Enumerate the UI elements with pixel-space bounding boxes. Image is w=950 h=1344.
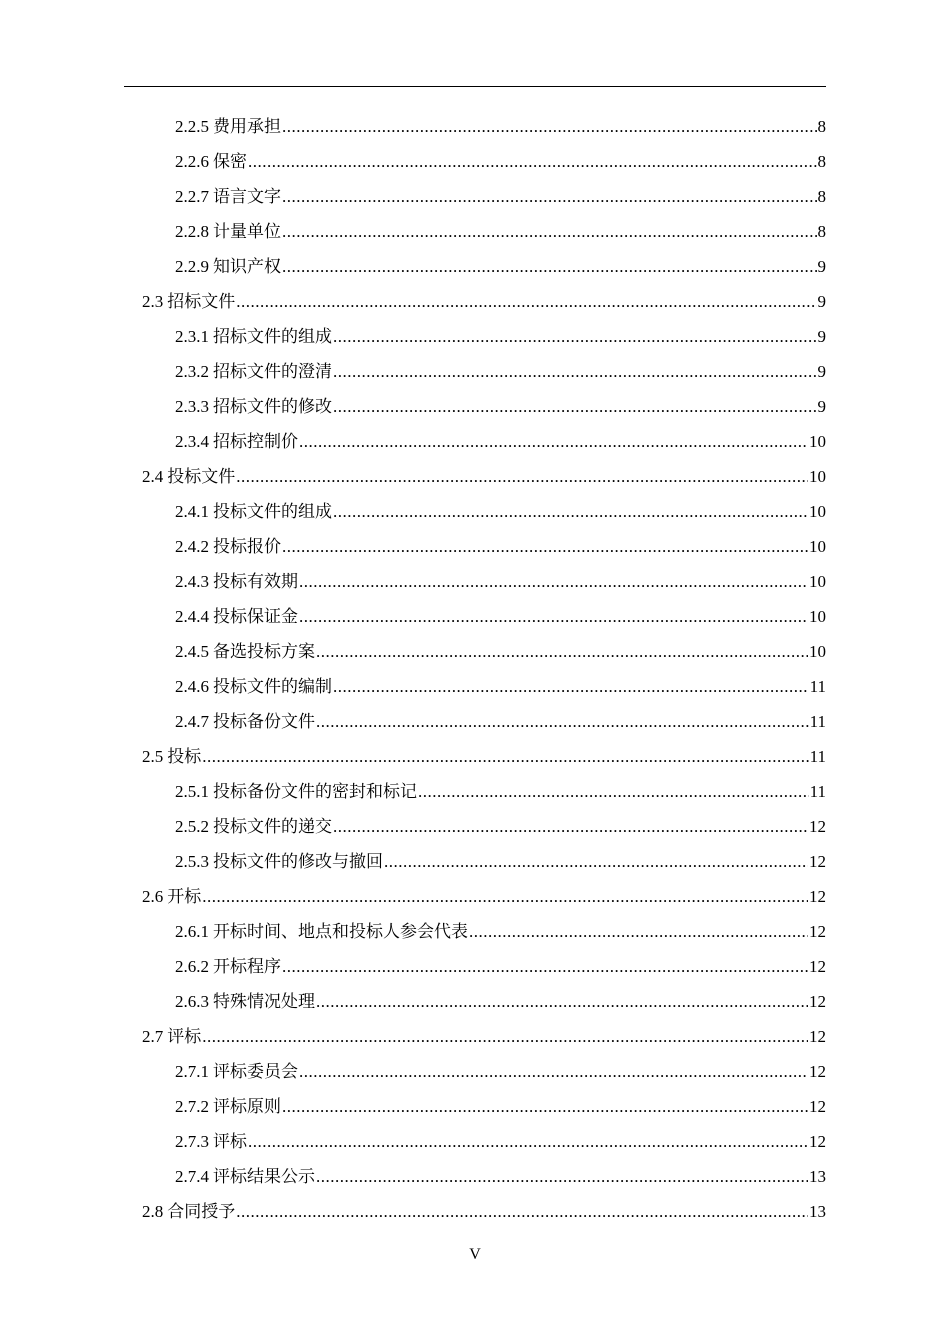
- toc-dot-leader: [333, 499, 808, 525]
- toc-entry[interactable]: [175, 534, 826, 560]
- toc-entry-number: 2.7.4: [175, 1167, 209, 1186]
- toc-entry-number: 2.5.1: [175, 782, 209, 801]
- toc-entry-number: 2.4.2: [175, 537, 209, 556]
- toc-entry-number: 2.4.3: [175, 572, 209, 591]
- toc-entry-title: 投标保证金: [213, 607, 298, 626]
- toc-entry-page: 12: [809, 887, 826, 906]
- toc-entry[interactable]: [175, 254, 826, 280]
- toc-entry-title: 开标程序: [213, 957, 281, 976]
- toc-entry[interactable]: [175, 499, 826, 525]
- toc-dot-leader: [282, 1094, 808, 1120]
- toc-entry-title: 评标原则: [213, 1097, 281, 1116]
- toc-entry-title: 保密: [213, 152, 247, 171]
- toc-entry-number: 2.2.6: [175, 152, 209, 171]
- toc-entry[interactable]: [142, 289, 826, 315]
- toc-dot-leader: [202, 744, 808, 770]
- toc-entry-title: 投标备份文件的密封和标记: [213, 782, 417, 801]
- toc-entry[interactable]: [175, 639, 826, 665]
- toc-entry-page: 11: [809, 712, 826, 731]
- toc-entry-number: 2.4.1: [175, 502, 209, 521]
- toc-entry[interactable]: [175, 989, 826, 1015]
- toc-entry-title: 招标文件: [167, 292, 236, 311]
- toc-entry-page: 9: [817, 327, 826, 346]
- toc-dot-leader: [282, 954, 808, 980]
- toc-entry-title: 招标控制价: [213, 432, 298, 451]
- toc-entry-title: 投标备份文件: [213, 712, 315, 731]
- toc-entry-page: 12: [809, 1097, 826, 1116]
- toc-dot-leader: [384, 849, 808, 875]
- toc-entry-number: 2.2.5: [175, 117, 209, 136]
- toc-entry-page: 13: [809, 1202, 826, 1221]
- toc-entry[interactable]: [175, 149, 826, 175]
- toc-entry[interactable]: [142, 464, 826, 490]
- toc-entry-number: 2.7: [142, 1027, 164, 1046]
- toc-entry-number: 2.4.4: [175, 607, 209, 626]
- toc-dot-leader: [316, 639, 808, 665]
- toc-entry-page: 8: [817, 222, 826, 241]
- toc-entry-page: 13: [809, 1167, 826, 1186]
- toc-entry-title: 费用承担: [213, 117, 281, 136]
- toc-entry-number: 2.5: [142, 747, 164, 766]
- toc-entry[interactable]: [175, 674, 826, 700]
- toc-entry-number: 2.6.2: [175, 957, 209, 976]
- toc-entry-page: 9: [817, 257, 826, 276]
- toc-entry-page: 10: [809, 502, 826, 521]
- toc-entry-number: 2.3.1: [175, 327, 209, 346]
- toc-dot-leader: [333, 359, 817, 385]
- toc-entry-number: 2.4.6: [175, 677, 209, 696]
- toc-entry-title: 招标文件的修改: [213, 397, 332, 416]
- toc-dot-leader: [418, 779, 809, 805]
- toc-entry-number: 2.4.5: [175, 642, 209, 661]
- toc-dot-leader: [282, 184, 817, 210]
- toc-entry-number: 2.5.3: [175, 852, 209, 871]
- toc-entry[interactable]: [175, 814, 826, 840]
- toc-entry-title: 语言文字: [213, 187, 281, 206]
- toc-dot-leader: [282, 114, 817, 140]
- toc-entry[interactable]: [175, 429, 826, 455]
- toc-dot-leader: [236, 464, 808, 490]
- toc-dot-leader: [248, 149, 817, 175]
- toc-entry-title: 开标时间、地点和投标人参会代表: [213, 922, 468, 941]
- toc-entry-number: 2.7.1: [175, 1062, 209, 1081]
- toc-entry-page: 8: [817, 187, 826, 206]
- toc-dot-leader: [202, 884, 808, 910]
- toc-entry[interactable]: [142, 884, 826, 910]
- toc-entry[interactable]: [175, 779, 826, 805]
- toc-entry-title: 投标: [167, 747, 202, 766]
- toc-entry[interactable]: [142, 744, 826, 770]
- toc-entry-number: 2.6: [142, 887, 164, 906]
- toc-entry-page: 12: [809, 957, 826, 976]
- toc-entry-number: 2.4.7: [175, 712, 209, 731]
- toc-dot-leader: [299, 1059, 808, 1085]
- toc-entry-page: 10: [809, 572, 826, 591]
- toc-entry-number: 2.3.3: [175, 397, 209, 416]
- toc-entry-title: 评标: [213, 1132, 247, 1151]
- toc-entry-number: 2.8: [142, 1202, 164, 1221]
- toc-entry-page: 12: [809, 852, 826, 871]
- toc-entry-page: 8: [817, 117, 826, 136]
- toc-dot-leader: [333, 814, 808, 840]
- toc-entry-page: 9: [817, 292, 826, 311]
- toc-entry-page: 11: [809, 782, 826, 801]
- toc-entry[interactable]: [175, 1059, 826, 1085]
- toc-entry[interactable]: [175, 324, 826, 350]
- toc-dot-leader: [282, 254, 817, 280]
- toc-dot-leader: [299, 429, 808, 455]
- toc-entry[interactable]: [142, 1024, 826, 1050]
- toc-dot-leader: [236, 1199, 808, 1225]
- toc-entry-number: 2.3.2: [175, 362, 209, 381]
- toc-entry[interactable]: [175, 954, 826, 980]
- toc-entry-page: 10: [809, 432, 826, 451]
- toc-entry-page: 12: [809, 1027, 826, 1046]
- toc-dot-leader: [282, 534, 808, 560]
- toc-entry[interactable]: [175, 604, 826, 630]
- toc-entry[interactable]: [175, 1129, 826, 1155]
- toc-entry[interactable]: [175, 849, 826, 875]
- toc-entry[interactable]: [175, 919, 826, 945]
- toc-dot-leader: [469, 919, 808, 945]
- toc-entry-page: 11: [809, 677, 826, 696]
- toc-entry-page: 12: [809, 1062, 826, 1081]
- toc-entry-title: 评标: [167, 1027, 202, 1046]
- toc-dot-leader: [333, 394, 817, 420]
- toc-dot-leader: [316, 1164, 808, 1190]
- toc-entry-number: 2.3: [142, 292, 164, 311]
- toc-entry-page: 9: [817, 397, 826, 416]
- toc-entry[interactable]: [175, 114, 826, 140]
- toc-entry-title: 计量单位: [213, 222, 281, 241]
- toc-entry-number: 2.4: [142, 467, 164, 486]
- toc-dot-leader: [333, 324, 817, 350]
- toc-entry-page: 9: [817, 362, 826, 381]
- toc-entry-number: 2.2.8: [175, 222, 209, 241]
- toc-entry-number: 2.2.9: [175, 257, 209, 276]
- toc-entry-page: 8: [817, 152, 826, 171]
- toc-dot-leader: [236, 289, 816, 315]
- toc-entry-page: 12: [809, 1132, 826, 1151]
- toc-dot-leader: [202, 1024, 808, 1050]
- toc-entry-number: 2.3.4: [175, 432, 209, 451]
- toc-entry-page: 12: [809, 817, 826, 836]
- toc-entry[interactable]: [142, 1199, 826, 1225]
- toc-entry-number: 2.7.3: [175, 1132, 209, 1151]
- header-rule: [124, 86, 826, 87]
- toc-entry-number: 2.2.7: [175, 187, 209, 206]
- toc-entry-title: 招标文件的澄清: [213, 362, 332, 381]
- toc-entry[interactable]: [175, 709, 826, 735]
- toc-dot-leader: [316, 989, 808, 1015]
- toc-entry[interactable]: [175, 1094, 826, 1120]
- toc-entry[interactable]: [175, 1164, 826, 1190]
- toc-entry-title: 特殊情况处理: [213, 992, 315, 1011]
- toc-entry-number: 2.7.2: [175, 1097, 209, 1116]
- toc-dot-leader: [299, 569, 808, 595]
- toc-entry-page: 10: [809, 537, 826, 556]
- toc-entry-page: 10: [809, 607, 826, 626]
- toc-entry-page: 10: [809, 467, 826, 486]
- toc-entry-number: 2.6.1: [175, 922, 209, 941]
- toc-entry-title: 投标文件的组成: [213, 502, 332, 521]
- toc-dot-leader: [299, 604, 808, 630]
- toc-entry-title: 招标文件的组成: [213, 327, 332, 346]
- toc-entry-title: 合同授予: [167, 1202, 236, 1221]
- toc-entry-title: 投标文件的递交: [213, 817, 332, 836]
- toc-entry-title: 投标文件: [167, 467, 236, 486]
- toc-entry-page: 12: [809, 922, 826, 941]
- toc-entry-title: 投标文件的编制: [213, 677, 332, 696]
- toc-entry-page: 12: [809, 992, 826, 1011]
- toc-entry-page: 11: [809, 747, 826, 766]
- toc-entry-title: 评标结果公示: [213, 1167, 315, 1186]
- toc-entry-number: 2.6.3: [175, 992, 209, 1011]
- toc-entry[interactable]: [175, 359, 826, 385]
- toc-entry-title: 评标委员会: [213, 1062, 298, 1081]
- toc-entry[interactable]: [175, 394, 826, 420]
- toc-entry[interactable]: [175, 569, 826, 595]
- toc-entry-page: 10: [809, 642, 826, 661]
- toc-entry[interactable]: [175, 184, 826, 210]
- toc-dot-leader: [282, 219, 817, 245]
- toc-dot-leader: [316, 709, 809, 735]
- toc-entry-title: 投标文件的修改与撤回: [213, 852, 383, 871]
- toc-entry[interactable]: [175, 219, 826, 245]
- toc-entry-title: 备选投标方案: [213, 642, 315, 661]
- toc-entry-title: 开标: [167, 887, 202, 906]
- toc-entry-number: 2.5.2: [175, 817, 209, 836]
- page-number: V: [469, 1246, 481, 1263]
- toc-dot-leader: [333, 674, 809, 700]
- toc-entry-title: 投标有效期: [213, 572, 298, 591]
- toc-entry-title: 知识产权: [213, 257, 281, 276]
- toc-entry-title: 投标报价: [213, 537, 281, 556]
- toc-dot-leader: [248, 1129, 808, 1155]
